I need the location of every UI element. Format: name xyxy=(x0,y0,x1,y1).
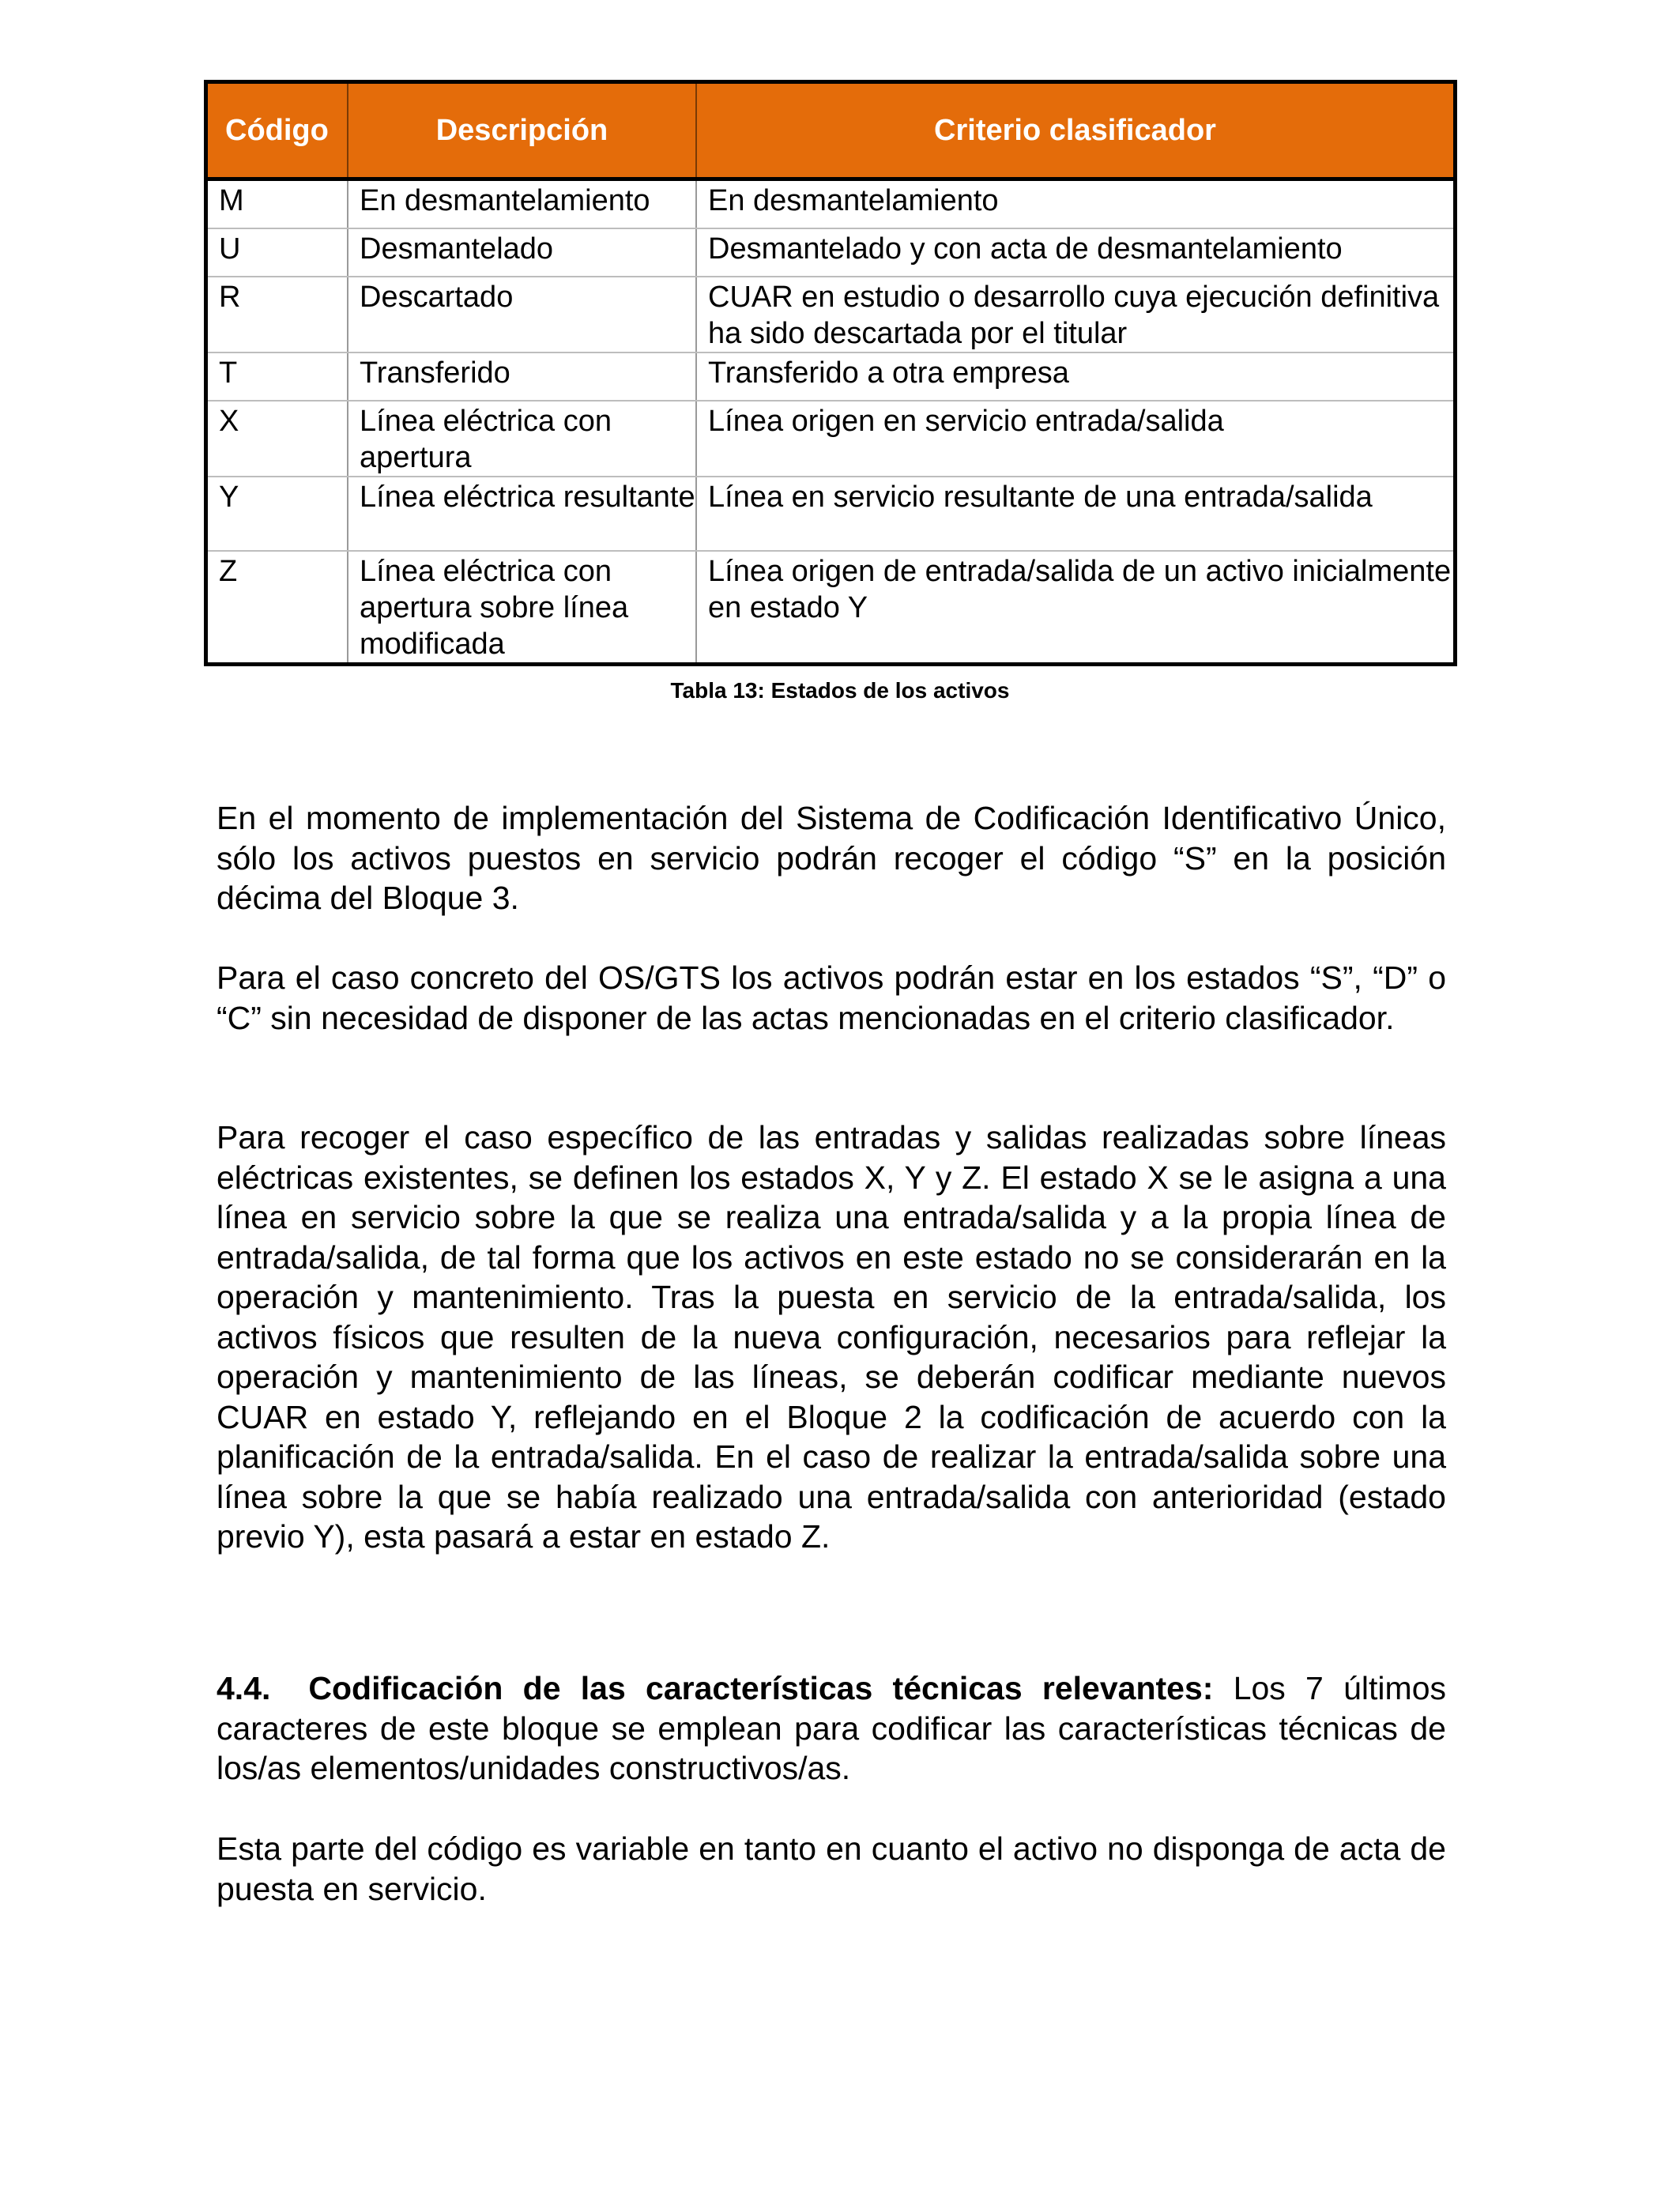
states-table xyxy=(208,84,1453,662)
paragraph-variable-code xyxy=(217,1829,1446,1909)
cell-criterion: CUAR en estudio o desarrollo cuya ejecución definitiva ha sido descartada por el titular xyxy=(696,277,1453,352)
table-row xyxy=(208,352,1453,401)
header-code: Código xyxy=(208,84,348,179)
cell-description: Línea eléctrica con apertura xyxy=(348,401,696,477)
cell-code: Z xyxy=(208,551,348,662)
section-number: 4.4. xyxy=(217,1670,271,1706)
header-description: Descripción xyxy=(348,84,696,179)
cell-description: Línea eléctrica resultante xyxy=(348,477,696,551)
paragraph-text: Para el caso concreto del OS/GTS los activos podrán estar en los estados “S”, “D” o “C” sin necesidad de disponer de las actas mencionadas en el criterio clasificador. xyxy=(217,959,1446,1036)
cell-code: Y xyxy=(208,477,348,551)
table-row xyxy=(208,551,1453,662)
section-title: Codificación de las características técnicas relevantes: xyxy=(308,1670,1214,1706)
cell-code: R xyxy=(208,277,348,352)
section-paragraph xyxy=(217,1668,1446,1789)
header-criterion: Criterio clasificador xyxy=(696,84,1453,179)
table-row xyxy=(208,477,1453,551)
paragraph-text: En el momento de implementación del Sistema de Codificación Identificativo Único, sólo los activos puestos en servicio podrán recoger el código “S” en la posición décima del Bloque 3. xyxy=(217,800,1446,916)
cell-code: M xyxy=(208,179,348,228)
cell-code: X xyxy=(208,401,348,477)
cell-criterion: Línea origen en servicio entrada/salida xyxy=(696,401,1453,477)
paragraph-text: Esta parte del código es variable en tanto en cuanto el activo no disponga de acta de puesta en servicio. xyxy=(217,1830,1446,1907)
cell-description: En desmantelamiento xyxy=(348,179,696,228)
paragraph-text: Para recoger el caso específico de las entradas y salidas realizadas sobre líneas eléctricas existentes, se definen los estados X, Y y Z. El estado X se le asigna a una línea en servicio sobre la que se realiza una entrada/salida y a la propia línea de entrada/salida, de tal forma que los activos en este estado no se considerarán en la operación y mantenimiento. Tras la puesta en servicio de la entrada/salida, los activos físicos que resulten de la nueva configuración, necesarios para reflejar la operación y mantenimiento de las líneas, se deberán codificar mediante nuevos CUAR en estado Y, reflejando en el Bloque 2 la codificación de acuerdo con la planificación de la entrada/salida. En el caso de realizar la entrada/salida sobre una línea sobre la que se había realizado una entrada/salida con anterioridad (estado previo Y), esta pasará a estar en estado Z. xyxy=(217,1119,1446,1555)
cell-description: Descartado xyxy=(348,277,696,352)
table-row xyxy=(208,179,1453,228)
table-row xyxy=(208,401,1453,477)
cell-code: U xyxy=(208,228,348,277)
table-caption: Tabla 13: Estados de los activos xyxy=(670,678,1010,703)
section-4-4 xyxy=(217,1668,1446,1789)
cell-code: T xyxy=(208,352,348,401)
cell-criterion: Desmantelado y con acta de desmantelamiento xyxy=(696,228,1453,277)
cell-criterion: En desmantelamiento xyxy=(696,179,1453,228)
paragraph-os-gts xyxy=(217,958,1446,1038)
cell-description: Desmantelado xyxy=(348,228,696,277)
cell-criterion: Línea en servicio resultante de una entrada/salida xyxy=(696,477,1453,551)
asset-states-table xyxy=(204,80,1457,666)
cell-criterion: Transferido a otra empresa xyxy=(696,352,1453,401)
cell-description: Línea eléctrica con apertura sobre línea modificada xyxy=(348,551,696,662)
section-text: Los 7 últimos caracteres de este bloque se emplean para codificar las características técnicas de los/as elementos/unidades constructivos/as. xyxy=(217,1670,1446,1786)
table-row xyxy=(208,277,1453,352)
cell-criterion: Línea origen de entrada/salida de un activo inicialmente en estado Y xyxy=(708,554,1452,624)
cell-description: Transferido xyxy=(348,352,696,401)
table-row xyxy=(208,228,1453,277)
table-header-row xyxy=(208,84,1453,179)
paragraph-implementation xyxy=(217,798,1446,918)
paragraph-states-xyz xyxy=(217,1118,1446,1557)
